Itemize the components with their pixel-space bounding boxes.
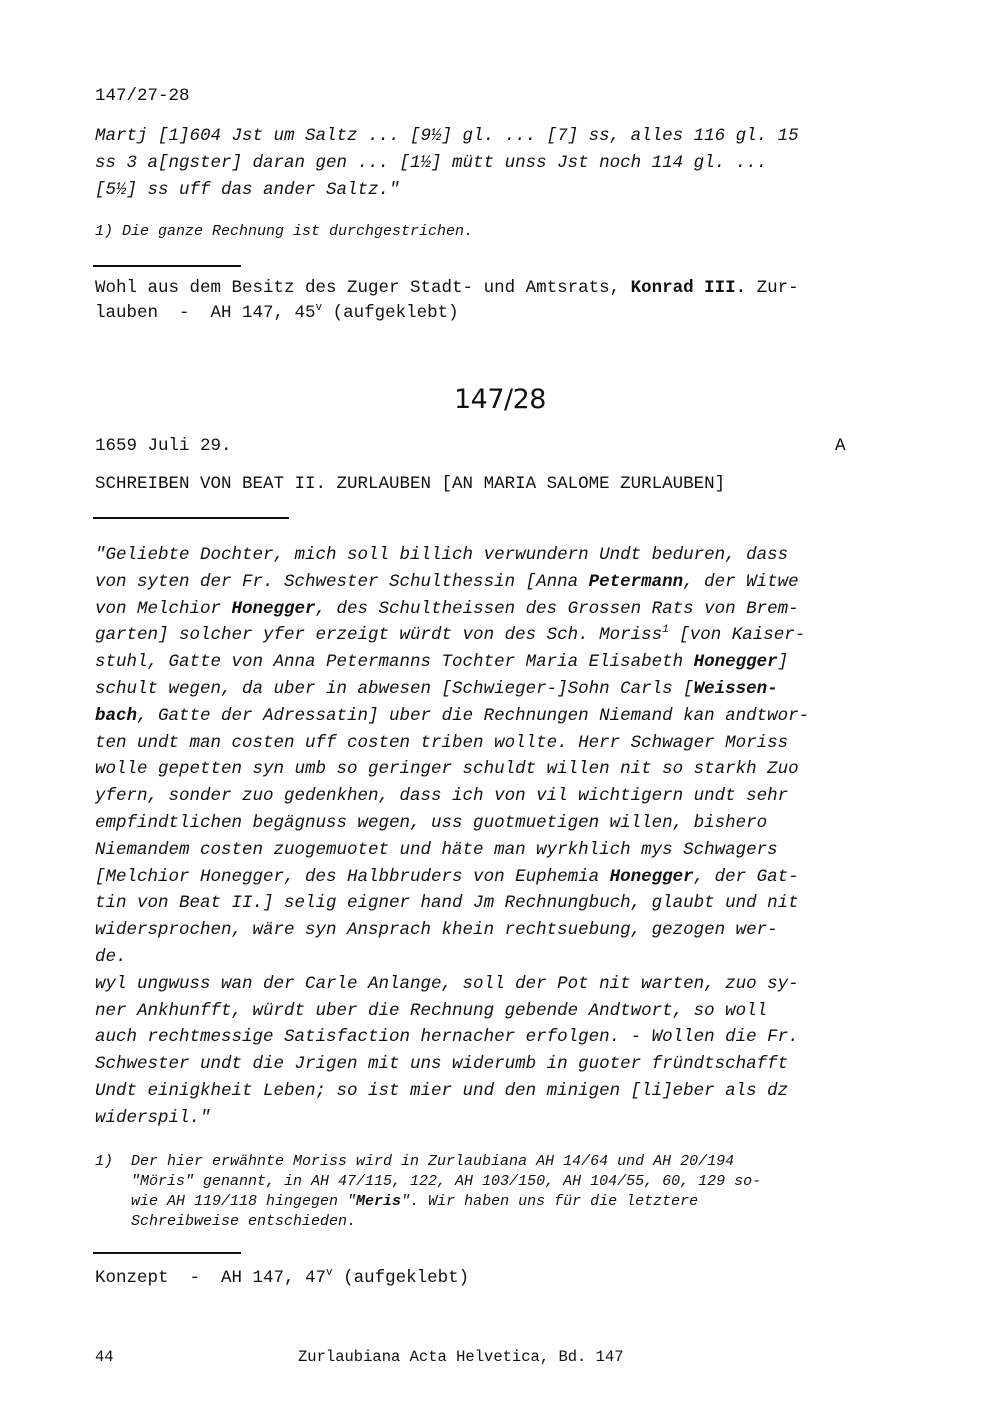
body-text: stuhl, Gatte von Anna Petermanns Tochter Maria Elisabeth <box>95 652 694 673</box>
body-line: Schwester undt die Jrigen mit uns widerumb in guoter fründtschafft <box>95 1054 789 1075</box>
previous-source-note <box>95 276 799 326</box>
body-line: auch rechtmessige Satisfaction hernacher erfolgen. - Wollen die Fr. <box>95 1027 799 1048</box>
spelling-name: Meris <box>356 1193 402 1210</box>
body-line: ten undt man costen uff costen triben wollte. Herr Schwager Moriss <box>95 732 789 753</box>
letter-body <box>95 542 809 1132</box>
body-line: tin von Beat II.] selig eigner hand Jm Rechnungbuch, glaubt und nit <box>95 893 799 914</box>
body-line: wolle gepetten syn umb so geringer schuldt willen nit so starkh Zuo <box>95 759 799 780</box>
body-text: von Melchior <box>95 598 232 619</box>
source-text: (aufgeklebt) <box>332 1268 470 1288</box>
source-person: Konrad III. <box>630 278 747 298</box>
separator-rule <box>93 1252 241 1254</box>
body-line <box>95 622 809 649</box>
previous-document-heading: 147/27-28 <box>95 86 190 106</box>
body-line: de. <box>95 946 127 967</box>
previous-document-text <box>95 123 799 204</box>
body-line <box>95 596 809 623</box>
document-source-note <box>95 1268 469 1288</box>
verso-mark: v <box>326 1267 333 1279</box>
text-line: [5½] ss uff das ander Saltz." <box>95 180 400 200</box>
source-text: Wohl aus dem Besitz des Zuger Stadt- und Amtsrats, <box>95 278 631 298</box>
body-line <box>95 864 809 891</box>
separator-rule <box>93 517 289 519</box>
body-line: Niemandem costen zuogemuotet und häte man wyrkhlich mys Schwagers <box>95 839 778 860</box>
body-text: , der Gat- <box>693 866 799 887</box>
person-name: Honegger <box>693 652 778 673</box>
separator-rule <box>93 265 241 267</box>
source-text: lauben - AH 147, 45 <box>95 303 316 323</box>
footnote-line: Der hier erwähnte Moriss wird in Zurlaubiana AH 14/64 und AH 20/194 <box>131 1153 735 1170</box>
body-line: widersprochen, wäre syn Ansprach khein rechtsuebung, gezogen wer- <box>95 920 778 941</box>
body-line <box>95 569 809 596</box>
source-text: Zur- <box>746 278 799 298</box>
body-line <box>95 676 809 703</box>
footnote <box>95 1152 761 1232</box>
person-name: bach <box>95 705 138 726</box>
body-line: ner Ankhunfft, würdt uber die Rechnung gebende Andtwort, so woll <box>95 1000 768 1021</box>
body-line: empfindtlichen begägnuss wegen, uss guotmuetigen willen, bishero <box>95 812 768 833</box>
document-title: SCHREIBEN VON BEAT II. ZURLAUBEN [AN MARIA SALOME ZURLAUBEN] <box>95 474 726 494</box>
body-text: von syten der Fr. Schwester Schulthessin [Anna <box>95 571 589 592</box>
page-number: 44 <box>95 1348 114 1366</box>
body-line <box>95 703 809 730</box>
footnote-text <box>131 1152 761 1232</box>
running-title: Zurlaubiana Acta Helvetica, Bd. 147 <box>298 1348 624 1366</box>
body-text: , der Witwe <box>683 571 799 592</box>
person-name: Petermann <box>588 571 684 592</box>
body-text: garten] solcher yfer erzeigt würdt von des Sch. Moriss <box>95 625 663 646</box>
source-line <box>95 276 799 301</box>
person-name: Honegger <box>231 598 316 619</box>
footnote-text: ". Wir haben uns für die letztere <box>401 1193 699 1210</box>
body-text: schult wegen, da uber in abwesen [Schwieger-]Sohn Carls [ <box>95 678 694 699</box>
body-line: widerspil." <box>95 1107 211 1128</box>
source-text: Konzept - AH 147, 47 <box>95 1268 327 1288</box>
body-text: , des Schultheissen des Grossen Rats von Brem- <box>315 598 799 619</box>
footnote-text: wie AH 119/118 hingegen " <box>131 1193 357 1210</box>
person-name: Weissen- <box>693 678 778 699</box>
person-name: Honegger <box>609 866 694 887</box>
document-number: 147/28 <box>454 384 546 415</box>
body-line: Undt einigkheit Leben; so ist mier und den minigen [li]eber als dz <box>95 1080 789 1101</box>
footnote-ref: 1 <box>662 624 669 637</box>
body-text: ] <box>777 652 789 673</box>
body-line: yfern, sonder zuo gedenkhen, dass ich von vil wichtigern undt sehr <box>95 786 789 807</box>
source-line <box>95 301 799 326</box>
body-line: "Geliebte Dochter, mich soll billich verwundern Undt beduren, dass <box>95 545 789 565</box>
footnote-line: "Möris" genannt, in AH 47/115, 122, AH 103/150, AH 104/55, 60, 129 so- <box>131 1173 762 1190</box>
source-text: (aufgeklebt) <box>322 303 459 323</box>
verso-mark: v <box>315 302 323 314</box>
document-date: 1659 Juli 29. <box>95 436 232 456</box>
body-line <box>95 649 809 676</box>
body-line: wyl ungwuss wan der Carle Anlange, soll der Pot nit warten, zuo sy- <box>95 973 799 994</box>
previous-footnote: 1) Die ganze Rechnung ist durchgestrichen. <box>95 223 474 240</box>
footnote-line: Schreibweise entschieden. <box>131 1213 357 1230</box>
footnote-row <box>95 1152 761 1232</box>
body-text: [Melchior Honegger, des Halbbruders von Euphemia <box>95 866 610 887</box>
text-line: ss 3 a[ngster] daran gen ... [1½] mütt unss Jst noch 114 gl. ... <box>95 153 768 173</box>
footnote-number: 1) <box>95 1153 114 1170</box>
body-text: [von Kaiser- <box>668 625 806 646</box>
footnote-line <box>131 1192 761 1212</box>
document-mark: A <box>835 436 846 456</box>
body-text: , Gatte der Adressatin] uber die Rechnungen Niemand kan andtwor- <box>137 705 810 726</box>
text-line: Martj [1]604 Jst um Saltz ... [9½] gl. ... [7] ss, alles 116 gl. 15 <box>95 126 799 146</box>
